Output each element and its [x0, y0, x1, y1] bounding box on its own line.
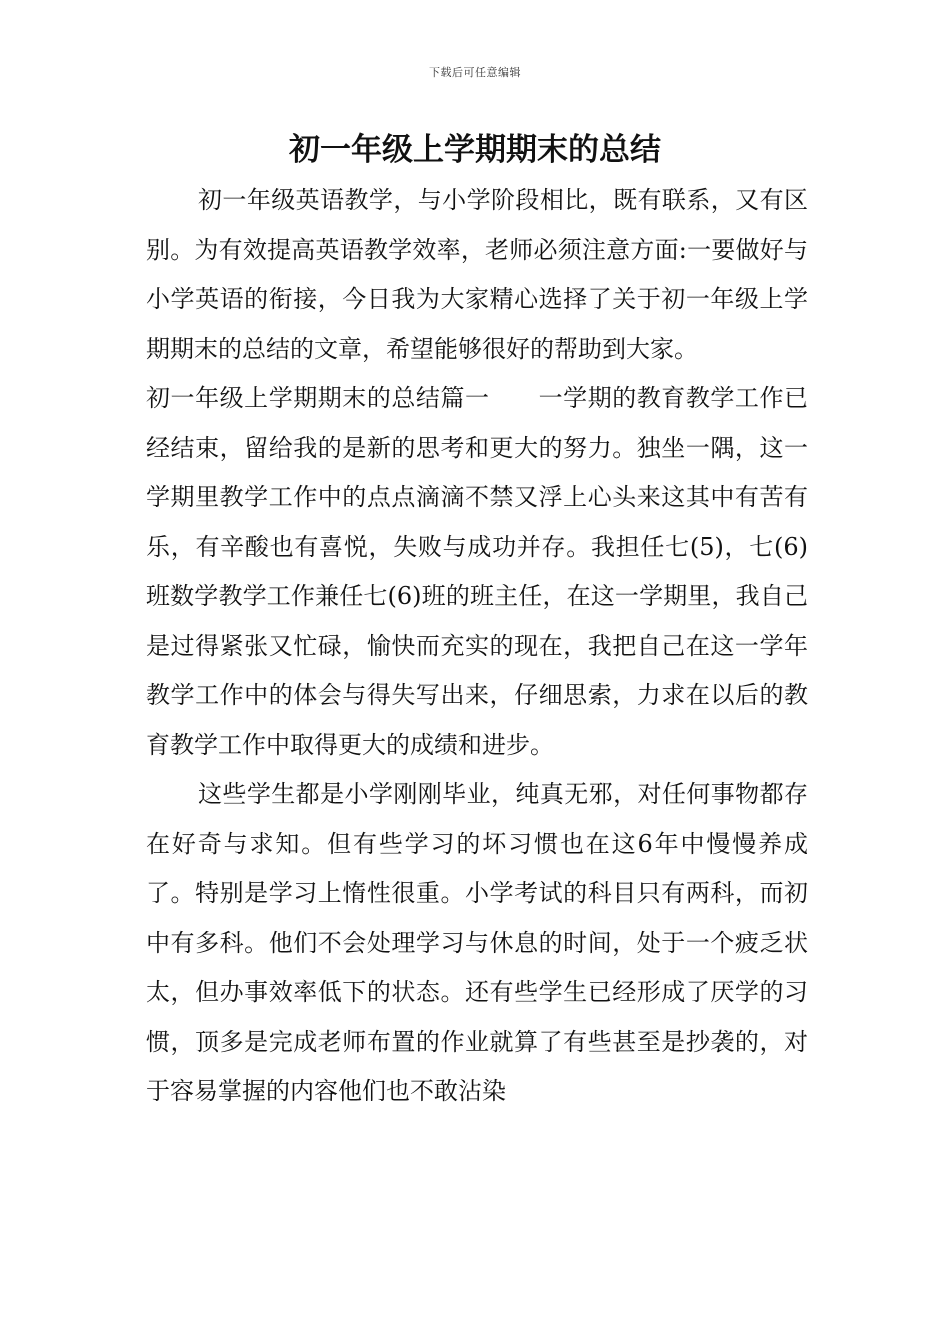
paragraph-section-one: 初一年级上学期期末的总结篇一 一学期的教育教学工作已经结束，留给我的是新的思考和更大的努力。独坐一隅，这一学期里教学工作中的点点滴滴不禁又浮上心头来这其中有苦有乐，有辛酸也有喜悦，失败与成功并存。我担任七(5)，七(6)班数学教学工作兼任七(6)班的班主任，在这一学期里，我自己是过得紧张又忙碌，愉快而充实的现在，我把自己在这一学年教学工作中的体会与得失写出来，仔细思索，力求在以后的教育教学工作中取得更大的成绩和进步。 [146, 384, 808, 759]
header-note: 下载后可任意编辑 [429, 66, 521, 79]
paragraph-intro: 初一年级英语教学，与小学阶段相比，既有联系，又有区别。为有效提高英语教学效率，老师必须注意方面:一要做好与小学英语的衔接，今日我为大家精心选择了关于初一年级上学期期末的总结的文章，希望能够很好的帮助到大家。 [146, 186, 808, 363]
document-body [146, 176, 808, 1117]
paragraph-students: 这些学生都是小学刚刚毕业，纯真无邪，对任何事物都存在好奇与求知。但有些学习的坏习惯也在这6年中慢慢养成了。特别是学习上惰性很重。小学考试的科目只有两科，而初中有多科。他们不会处理学习与休息的时间，处于一个疲乏状太，但办事效率低下的状态。还有些学生已经形成了厌学的习惯，顶多是完成老师布置的作业就算了有些甚至是抄袭的，对于容易掌握的内容他们也不敢沾染 [146, 780, 808, 1105]
document-title: 初一年级上学期期末的总结 [289, 132, 661, 168]
